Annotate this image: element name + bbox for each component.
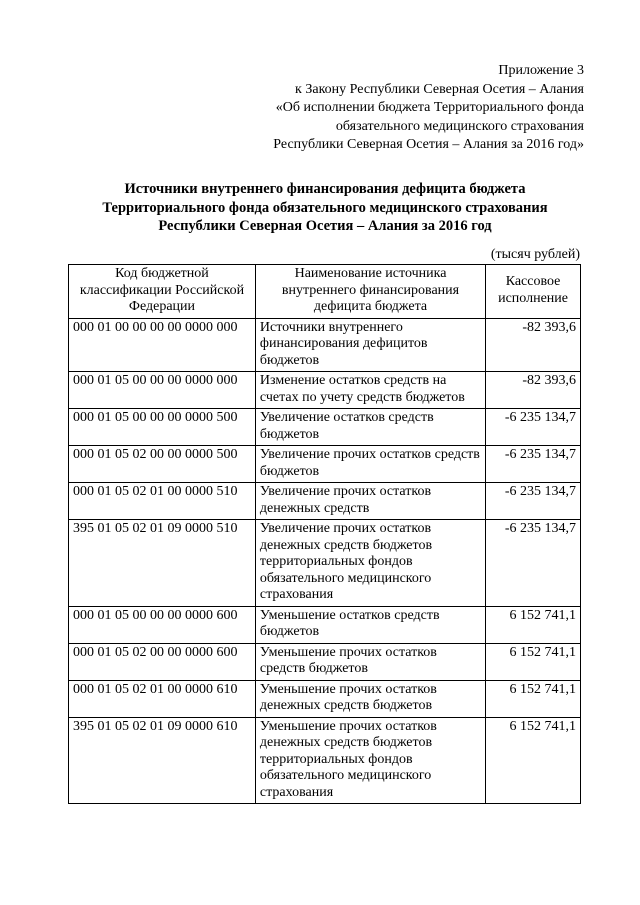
cell-code: 000 01 05 02 00 00 0000 500 xyxy=(69,446,256,483)
cell-amount: -82 393,6 xyxy=(486,318,581,372)
cell-code: 000 01 00 00 00 00 0000 000 xyxy=(69,318,256,372)
header-amount: Кассовое исполнение xyxy=(486,265,581,319)
cell-code: 395 01 05 02 01 09 0000 610 xyxy=(69,717,256,804)
table-header-row xyxy=(69,265,581,319)
cell-name: Увеличение прочих остатков денежных средств бюджетов территориальных фондов обязательного медицинского страхования xyxy=(255,520,485,607)
appendix-reference xyxy=(273,62,584,155)
table-row xyxy=(69,483,581,520)
cell-name: Источники внутреннего финансирования дефицитов бюджетов xyxy=(255,318,485,372)
cell-code: 000 01 05 00 00 00 0000 600 xyxy=(69,606,256,643)
cell-name: Уменьшение прочих остатков денежных средств бюджетов территориальных фондов обязательного медицинского страхования xyxy=(255,717,485,804)
document-title xyxy=(60,180,590,236)
appendix-law-ref: к Закону Республики Северная Осетия – Алания xyxy=(295,81,584,97)
table-row xyxy=(69,520,581,607)
table-body xyxy=(69,318,581,804)
cell-amount: 6 152 741,1 xyxy=(486,606,581,643)
header-name: Наименование источника внутреннего финансирования дефицита бюджета xyxy=(255,265,485,319)
cell-amount: 6 152 741,1 xyxy=(486,717,581,804)
table-row xyxy=(69,372,581,409)
table-row xyxy=(69,680,581,717)
table-row xyxy=(69,318,581,372)
cell-amount: -6 235 134,7 xyxy=(486,483,581,520)
cell-amount: -6 235 134,7 xyxy=(486,520,581,607)
cell-code: 000 01 05 02 00 00 0000 600 xyxy=(69,643,256,680)
header-code: Код бюджетной классификации Российской Федерации xyxy=(69,265,256,319)
appendix-law-title-3: Республики Северная Осетия – Алания за 2016 год» xyxy=(273,137,584,152)
table-row xyxy=(69,409,581,446)
title-line-2: Территориального фонда обязательного медицинского страхования xyxy=(102,199,548,216)
cell-code: 000 01 05 02 01 00 0000 510 xyxy=(69,483,256,520)
table-row xyxy=(69,606,581,643)
financing-sources-table xyxy=(68,264,581,804)
cell-name: Уменьшение прочих остатков средств бюджетов xyxy=(255,643,485,680)
cell-amount: 6 152 741,1 xyxy=(486,680,581,717)
cell-amount: -82 393,6 xyxy=(486,372,581,409)
cell-amount: -6 235 134,7 xyxy=(486,446,581,483)
units-label: (тысяч рублей) xyxy=(490,247,580,262)
appendix-number: Приложение 3 xyxy=(498,63,584,78)
title-line-1: Источники внутреннего финансирования дефицита бюджета xyxy=(124,181,526,197)
cell-amount: 6 152 741,1 xyxy=(486,643,581,680)
cell-code: 000 01 05 00 00 00 0000 000 xyxy=(69,372,256,409)
cell-code: 000 01 05 02 01 00 0000 610 xyxy=(69,680,256,717)
table-row xyxy=(69,643,581,680)
cell-name: Уменьшение остатков средств бюджетов xyxy=(255,606,485,643)
table-row xyxy=(69,446,581,483)
cell-name: Увеличение прочих остатков денежных средств xyxy=(255,483,485,520)
cell-name: Увеличение прочих остатков средств бюджетов xyxy=(255,446,485,483)
cell-name: Изменение остатков средств на счетах по учету средств бюджетов xyxy=(255,372,485,409)
table-row xyxy=(69,717,581,804)
cell-name: Увеличение остатков средств бюджетов xyxy=(255,409,485,446)
appendix-law-title-2: обязательного медицинского страхования xyxy=(335,118,584,134)
appendix-law-title-1: «Об исполнении бюджета Территориального фонда xyxy=(275,100,584,115)
cell-code: 395 01 05 02 01 09 0000 510 xyxy=(69,520,256,607)
cell-name: Уменьшение прочих остатков денежных средств бюджетов xyxy=(255,680,485,717)
cell-code: 000 01 05 00 00 00 0000 500 xyxy=(69,409,256,446)
title-line-3: Республики Северная Осетия – Алания за 2016 год xyxy=(158,218,492,234)
cell-amount: -6 235 134,7 xyxy=(486,409,581,446)
